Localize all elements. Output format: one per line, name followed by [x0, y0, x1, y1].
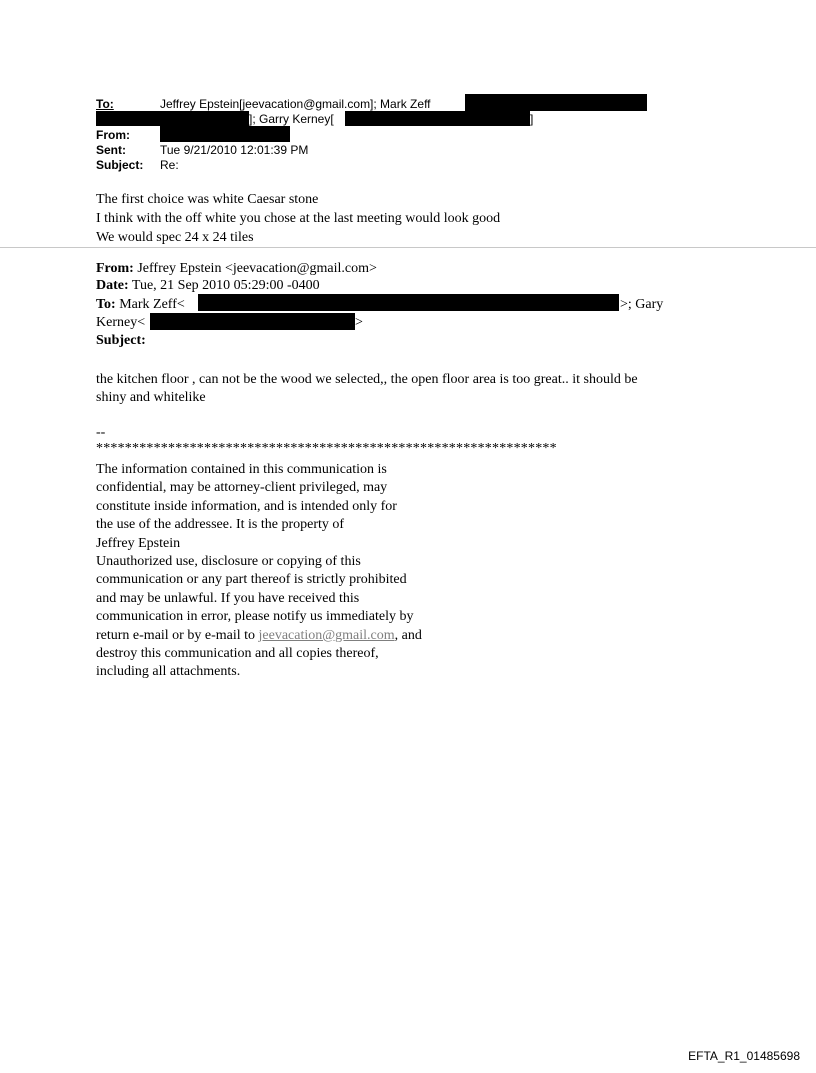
disclaimer-line: the use of the addressee. It is the property of	[96, 517, 345, 533]
redaction-box	[345, 111, 530, 126]
disclaimer-line: communication in error, please notify us immediately by	[96, 609, 414, 625]
disclaimer-line: The information contained in this communication is	[96, 462, 387, 477]
quoted-subject	[96, 332, 146, 349]
quoted-to-value-d: >	[355, 315, 363, 330]
to-value-line2a: ]; Garry Kerney[	[249, 112, 334, 126]
signature-dash: --	[96, 425, 106, 440]
redaction-box	[198, 294, 619, 311]
disclaimer-line: Jeffrey Epstein	[96, 535, 181, 551]
disclaimer	[96, 461, 422, 682]
redaction-box	[96, 111, 249, 126]
quoted-subject-label: Subject:	[96, 333, 146, 348]
subject-value: Re:	[160, 158, 179, 172]
quoted-to-value-b: >; Gary	[620, 297, 664, 312]
redaction-box	[150, 313, 355, 330]
redaction-box	[160, 126, 290, 142]
reply-line-3: We would spec 24 x 24 tiles	[96, 230, 254, 245]
disclaimer-text: return e-mail or by e-mail to	[96, 627, 259, 643]
disclaimer-line: communication or any part thereof is strictly prohibited	[96, 572, 407, 588]
quoted-from-value: Jeffrey Epstein <jeevacation@gmail.com>	[137, 261, 377, 276]
reply-line-2: I think with the off white you chose at the last meeting would look good	[96, 211, 501, 226]
quoted-from	[96, 260, 377, 277]
signature-stars: ****************************************************************	[96, 441, 557, 456]
disclaimer-line: including all attachments.	[96, 664, 241, 680]
quoted-date-label: Date:	[96, 278, 129, 293]
sent-label: Sent:	[96, 143, 126, 157]
to-value-line1: Jeffrey Epstein[jeevacation@gmail.com]; Mark Zeff	[160, 97, 431, 111]
reply-line-1: The first choice was white Caesar stone	[96, 192, 319, 207]
disclaimer-line: Unauthorized use, disclosure or copying of this	[96, 554, 361, 570]
quoted-to	[96, 296, 185, 313]
quoted-to-label: To:	[96, 297, 116, 312]
quoted-date	[96, 277, 320, 294]
email-link[interactable]: jeevacation@gmail.com	[258, 627, 395, 643]
disclaimer-line: destroy this communication and all copies thereof,	[96, 646, 379, 662]
disclaimer-text: , and	[394, 627, 422, 643]
disclaimer-line	[96, 627, 422, 645]
disclaimer-line: and may be unlawful. If you have received this	[96, 590, 360, 606]
sent-value: Tue 9/21/2010 12:01:39 PM	[160, 143, 309, 157]
from-label: From:	[96, 128, 130, 142]
subject-label: Subject:	[96, 158, 144, 172]
to-label: To:	[96, 97, 114, 111]
quoted-to-value-a: Mark Zeff<	[119, 297, 185, 312]
divider	[0, 247, 816, 248]
message-line-2: shiny and whitelike	[96, 390, 206, 405]
document-id: EFTA_R1_01485698	[688, 1049, 800, 1063]
quoted-date-value: Tue, 21 Sep 2010 05:29:00 -0400	[131, 278, 320, 293]
disclaimer-line: constitute inside information, and is intended only for	[96, 498, 397, 514]
to-value-line2b: ]	[530, 112, 534, 126]
disclaimer-line: confidential, may be attorney-client privileged, may	[96, 480, 388, 496]
quoted-to-value-c: Kerney<	[96, 315, 146, 330]
quoted-from-label: From:	[96, 261, 134, 276]
redaction-box	[465, 94, 647, 111]
message-line-1: the kitchen floor , can not be the wood we selected,, the open floor area is too great.. it should be	[96, 372, 638, 387]
